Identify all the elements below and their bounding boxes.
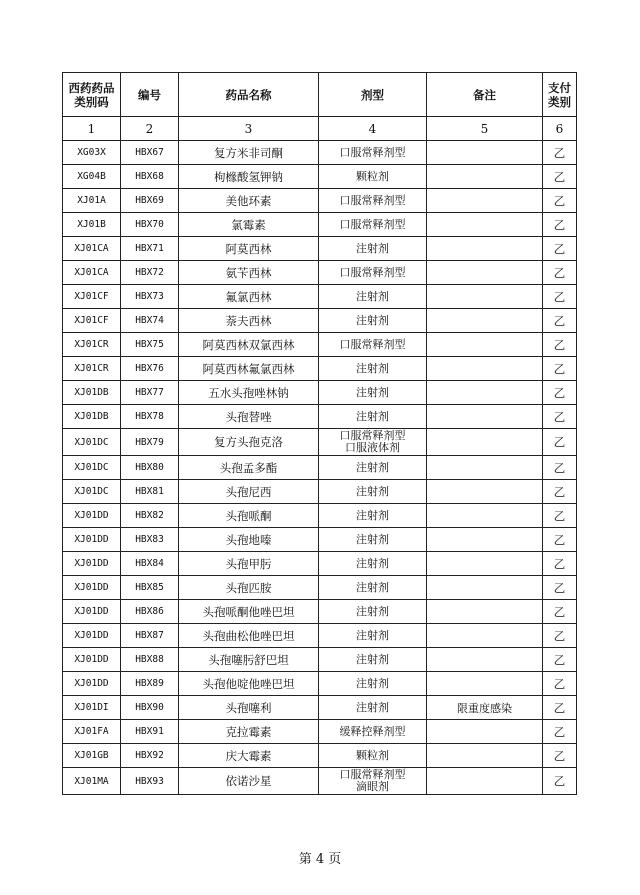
category-code-cell: XJ01DD	[63, 504, 121, 528]
header-category-code: 西药药品 类别码	[63, 73, 121, 117]
number-cell: HBX75	[121, 333, 179, 357]
number-cell: HBX93	[121, 768, 179, 795]
number-cell: HBX82	[121, 504, 179, 528]
remarks-cell	[427, 405, 543, 429]
number-cell: HBX92	[121, 744, 179, 768]
table-row	[63, 285, 577, 309]
table-row	[63, 768, 577, 795]
number-cell: HBX76	[121, 357, 179, 381]
dosage-form-cell	[319, 261, 427, 285]
dosage-form-line: 注射剂	[356, 628, 389, 642]
dosage-form-cell	[319, 696, 427, 720]
number-cell: HBX67	[121, 141, 179, 165]
dosage-form-line: 口服常释剂型	[339, 217, 406, 231]
number-cell: HBX78	[121, 405, 179, 429]
category-code-cell: XJ01FA	[63, 720, 121, 744]
dosage-form-cell	[319, 624, 427, 648]
dosage-form-cell	[319, 237, 427, 261]
category-code-cell: XJ01CF	[63, 285, 121, 309]
remarks-cell	[427, 285, 543, 309]
dosage-form-cell	[319, 285, 427, 309]
dosage-form-cell	[319, 309, 427, 333]
drug-name-cell: 美他环素	[179, 189, 319, 213]
remarks-cell	[427, 576, 543, 600]
dosage-form-line: 注射剂	[356, 385, 389, 399]
category-code-cell: XJ01DC	[63, 480, 121, 504]
drug-name-cell: 复方头孢克洛	[179, 429, 319, 456]
drug-name-cell: 阿莫西林氟氯西林	[179, 357, 319, 381]
drug-name-cell: 头孢曲松他唑巴坦	[179, 624, 319, 648]
dosage-form-cell	[319, 672, 427, 696]
payment-category-cell: 乙	[543, 576, 577, 600]
drug-name-cell: 阿莫西林双氯西林	[179, 333, 319, 357]
dosage-form-line: 注射剂	[356, 460, 389, 474]
dosage-form-line: 口服常释剂型	[339, 429, 406, 442]
dosage-form-line: 注射剂	[356, 700, 389, 714]
payment-category-cell: 乙	[543, 165, 577, 189]
drug-catalog-table	[62, 72, 577, 795]
remarks-cell	[427, 552, 543, 576]
remarks-cell	[427, 309, 543, 333]
number-cell: HBX84	[121, 552, 179, 576]
number-cell: HBX71	[121, 237, 179, 261]
number-cell: HBX68	[121, 165, 179, 189]
table-row	[63, 261, 577, 285]
dosage-form-line: 口服常释剂型	[339, 768, 406, 781]
dosage-form-line: 缓释控释剂型	[339, 724, 406, 738]
number-cell: HBX74	[121, 309, 179, 333]
payment-category-cell: 乙	[543, 213, 577, 237]
category-code-cell: XJ01DI	[63, 696, 121, 720]
dosage-form-cell	[319, 141, 427, 165]
category-code-cell: XJ01DD	[63, 552, 121, 576]
category-code-cell: XJ01DD	[63, 648, 121, 672]
remarks-cell	[427, 381, 543, 405]
category-code-cell: XJ01CA	[63, 261, 121, 285]
dosage-form-line: 注射剂	[356, 580, 389, 594]
number-cell: HBX83	[121, 528, 179, 552]
drug-name-cell: 庆大霉素	[179, 744, 319, 768]
page-number: 第 4 页	[298, 852, 342, 867]
dosage-form-line: 注射剂	[356, 289, 389, 303]
number-cell: HBX69	[121, 189, 179, 213]
category-code-cell: XJ01DD	[63, 672, 121, 696]
table-row	[63, 720, 577, 744]
dosage-form-cell	[319, 333, 427, 357]
dosage-form-cell	[319, 504, 427, 528]
number-cell: HBX91	[121, 720, 179, 744]
number-cell: HBX77	[121, 381, 179, 405]
remarks-cell	[427, 141, 543, 165]
table-row	[63, 600, 577, 624]
drug-name-cell: 依诺沙星	[179, 768, 319, 795]
category-code-cell: XJ01CF	[63, 309, 121, 333]
drug-name-cell: 氨苄西林	[179, 261, 319, 285]
remarks-cell	[427, 528, 543, 552]
payment-category-cell: 乙	[543, 237, 577, 261]
payment-category-cell: 乙	[543, 261, 577, 285]
remarks-cell	[427, 261, 543, 285]
table-row	[63, 309, 577, 333]
remarks-cell	[427, 600, 543, 624]
payment-category-cell: 乙	[543, 672, 577, 696]
remarks-cell	[427, 504, 543, 528]
table-row	[63, 333, 577, 357]
table-row	[63, 381, 577, 405]
category-code-cell: XJ01CR	[63, 357, 121, 381]
number-cell: HBX70	[121, 213, 179, 237]
dosage-form-line: 注射剂	[356, 652, 389, 666]
remarks-cell	[427, 672, 543, 696]
dosage-form-cell	[319, 576, 427, 600]
number-cell: HBX87	[121, 624, 179, 648]
drug-name-cell: 头孢噻肟舒巴坦	[179, 648, 319, 672]
dosage-form-cell	[319, 357, 427, 381]
payment-category-cell: 乙	[543, 189, 577, 213]
dosage-form-line: 注射剂	[356, 604, 389, 618]
dosage-form-cell	[319, 480, 427, 504]
number-cell: HBX79	[121, 429, 179, 456]
drug-name-cell: 氯霉素	[179, 213, 319, 237]
table-row	[63, 624, 577, 648]
drug-name-cell: 枸橼酸氢钾钠	[179, 165, 319, 189]
table-row	[63, 528, 577, 552]
drug-name-cell: 头孢孟多酯	[179, 456, 319, 480]
dosage-form-cell	[319, 552, 427, 576]
payment-category-cell: 乙	[543, 357, 577, 381]
dosage-form-line: 颗粒剂	[356, 748, 389, 762]
category-code-cell: XJ01CA	[63, 237, 121, 261]
category-code-cell: XJ01DD	[63, 528, 121, 552]
dosage-form-cell	[319, 165, 427, 189]
number-cell: HBX89	[121, 672, 179, 696]
number-cell: HBX85	[121, 576, 179, 600]
header-dosage-form: 剂型	[319, 73, 427, 117]
column-number: 2	[121, 117, 179, 141]
column-number: 5	[427, 117, 543, 141]
remarks-cell	[427, 624, 543, 648]
dosage-form-cell	[319, 189, 427, 213]
dosage-form-line: 口服常释剂型	[339, 337, 406, 351]
dosage-form-line: 注射剂	[356, 676, 389, 690]
remarks-cell	[427, 237, 543, 261]
remarks-cell	[427, 456, 543, 480]
drug-name-cell: 头孢哌酮	[179, 504, 319, 528]
dosage-form-line: 口服常释剂型	[339, 265, 406, 279]
category-code-cell: XJ01DB	[63, 405, 121, 429]
payment-category-cell: 乙	[543, 600, 577, 624]
payment-category-cell: 乙	[543, 141, 577, 165]
payment-category-cell: 乙	[543, 768, 577, 795]
number-cell: HBX80	[121, 456, 179, 480]
table-row	[63, 576, 577, 600]
payment-category-cell: 乙	[543, 381, 577, 405]
column-number: 3	[179, 117, 319, 141]
drug-name-cell: 头孢甲肟	[179, 552, 319, 576]
category-code-cell: XG03X	[63, 141, 121, 165]
table-row	[63, 237, 577, 261]
drug-name-cell: 头孢尼西	[179, 480, 319, 504]
category-code-cell: XJ01CR	[63, 333, 121, 357]
number-cell: HBX73	[121, 285, 179, 309]
header-remarks: 备注	[427, 73, 543, 117]
drug-name-cell: 氟氯西林	[179, 285, 319, 309]
table-row	[63, 504, 577, 528]
drug-name-cell: 头孢地嗪	[179, 528, 319, 552]
drug-name-cell: 五水头孢唑林钠	[179, 381, 319, 405]
column-number: 1	[63, 117, 121, 141]
payment-category-cell: 乙	[543, 480, 577, 504]
header-row	[63, 73, 577, 117]
payment-category-cell: 乙	[543, 405, 577, 429]
drug-name-cell: 头孢噻利	[179, 696, 319, 720]
payment-category-cell: 乙	[543, 696, 577, 720]
category-code-cell: XG04B	[63, 165, 121, 189]
dosage-form-line: 口服常释剂型	[339, 193, 406, 207]
dosage-form-line: 注射剂	[356, 532, 389, 546]
dosage-form-cell	[319, 528, 427, 552]
drug-name-cell: 克拉霉素	[179, 720, 319, 744]
payment-category-cell: 乙	[543, 648, 577, 672]
dosage-form-line: 口服液体剂	[345, 441, 400, 454]
table-row	[63, 696, 577, 720]
payment-category-cell: 乙	[543, 333, 577, 357]
dosage-form-line: 注射剂	[356, 361, 389, 375]
category-code-cell: XJ01B	[63, 213, 121, 237]
dosage-form-cell	[319, 381, 427, 405]
category-code-cell: XJ01GB	[63, 744, 121, 768]
table-row	[63, 744, 577, 768]
payment-category-cell: 乙	[543, 552, 577, 576]
category-code-cell: XJ01MA	[63, 768, 121, 795]
category-code-cell: XJ01DD	[63, 600, 121, 624]
table-row	[63, 552, 577, 576]
table-row	[63, 480, 577, 504]
payment-category-cell: 乙	[543, 720, 577, 744]
remarks-cell	[427, 357, 543, 381]
drug-name-cell: 头孢哌酮他唑巴坦	[179, 600, 319, 624]
column-number: 4	[319, 117, 427, 141]
remarks-cell	[427, 429, 543, 456]
category-code-cell: XJ01A	[63, 189, 121, 213]
drug-name-cell: 阿莫西林	[179, 237, 319, 261]
dosage-form-line: 注射剂	[356, 241, 389, 255]
remarks-cell	[427, 213, 543, 237]
drug-name-cell: 头孢匹胺	[179, 576, 319, 600]
payment-category-cell: 乙	[543, 285, 577, 309]
number-cell: HBX72	[121, 261, 179, 285]
number-cell: HBX88	[121, 648, 179, 672]
table-row	[63, 213, 577, 237]
category-code-cell: XJ01DC	[63, 429, 121, 456]
number-cell: HBX86	[121, 600, 179, 624]
table-row	[63, 672, 577, 696]
payment-category-cell: 乙	[543, 624, 577, 648]
header-payment-category: 支付 类别	[543, 73, 577, 117]
remarks-cell	[427, 480, 543, 504]
dosage-form-cell	[319, 744, 427, 768]
header-drug-name: 药品名称	[179, 73, 319, 117]
remarks-cell: 限重度感染	[427, 696, 543, 720]
category-code-cell: XJ01DD	[63, 624, 121, 648]
table-row	[63, 456, 577, 480]
column-number: 6	[543, 117, 577, 141]
dosage-form-line: 注射剂	[356, 409, 389, 423]
table-row	[63, 189, 577, 213]
remarks-cell	[427, 165, 543, 189]
remarks-cell	[427, 744, 543, 768]
number-cell: HBX81	[121, 480, 179, 504]
drug-name-cell: 头孢替唑	[179, 405, 319, 429]
category-code-cell: XJ01DD	[63, 576, 121, 600]
drug-name-cell: 萘夫西林	[179, 309, 319, 333]
remarks-cell	[427, 333, 543, 357]
payment-category-cell: 乙	[543, 528, 577, 552]
table-row	[63, 648, 577, 672]
remarks-cell	[427, 720, 543, 744]
payment-category-cell: 乙	[543, 309, 577, 333]
payment-category-cell: 乙	[543, 429, 577, 456]
dosage-form-cell	[319, 429, 427, 456]
remarks-cell	[427, 768, 543, 795]
payment-category-cell: 乙	[543, 744, 577, 768]
dosage-form-line: 注射剂	[356, 313, 389, 327]
table-row	[63, 405, 577, 429]
dosage-form-cell	[319, 405, 427, 429]
table-row	[63, 429, 577, 456]
remarks-cell	[427, 648, 543, 672]
dosage-form-cell	[319, 768, 427, 795]
payment-category-cell: 乙	[543, 456, 577, 480]
remarks-cell	[427, 189, 543, 213]
dosage-form-line: 注射剂	[356, 484, 389, 498]
category-code-cell: XJ01DC	[63, 456, 121, 480]
dosage-form-cell	[319, 456, 427, 480]
column-number-row	[63, 117, 577, 141]
drug-name-cell: 复方米非司酮	[179, 141, 319, 165]
dosage-form-line: 滴眼剂	[356, 780, 389, 793]
dosage-form-line: 注射剂	[356, 508, 389, 522]
dosage-form-cell	[319, 600, 427, 624]
table-row	[63, 141, 577, 165]
dosage-form-line: 颗粒剂	[356, 169, 389, 183]
category-code-cell: XJ01DB	[63, 381, 121, 405]
header-number: 编号	[121, 73, 179, 117]
table-row	[63, 165, 577, 189]
dosage-form-cell	[319, 720, 427, 744]
number-cell: HBX90	[121, 696, 179, 720]
dosage-form-cell	[319, 648, 427, 672]
dosage-form-line: 口服常释剂型	[339, 145, 406, 159]
drug-name-cell: 头孢他啶他唑巴坦	[179, 672, 319, 696]
dosage-form-cell	[319, 213, 427, 237]
table-row	[63, 357, 577, 381]
payment-category-cell: 乙	[543, 504, 577, 528]
dosage-form-line: 注射剂	[356, 556, 389, 570]
